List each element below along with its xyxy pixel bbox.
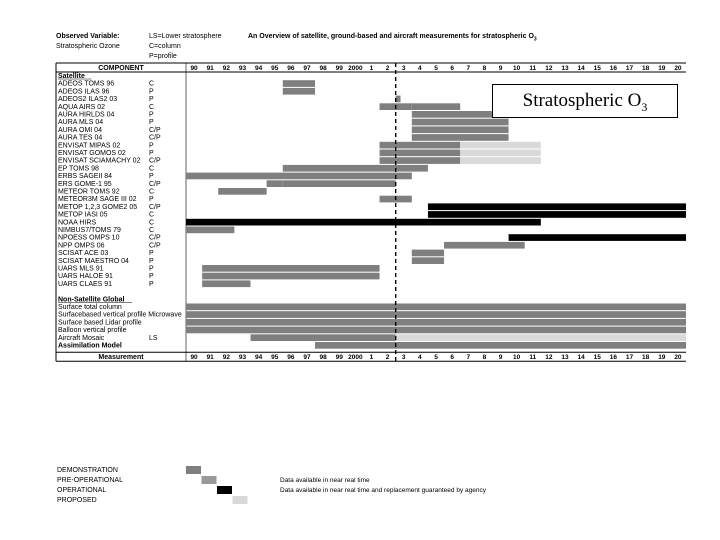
year-label-top: 1 xyxy=(369,65,374,72)
year-label-bottom: 20 xyxy=(674,354,682,362)
component-label: UARS CLAES 91 xyxy=(58,280,113,288)
legend-label: OPERATIONAL xyxy=(57,487,107,494)
type-code: P xyxy=(149,150,154,157)
bar-demonstration xyxy=(251,334,396,341)
bar-demonstration xyxy=(412,103,460,110)
component-label: ENVISAT MIPAS 02 xyxy=(58,142,121,150)
year-label-top: 9 xyxy=(498,65,503,72)
bar-demonstration xyxy=(315,342,686,349)
annotation-subscript: 3 xyxy=(641,99,648,114)
type-code: P xyxy=(149,119,154,127)
year-label-top: 5 xyxy=(434,65,438,72)
year-label-bottom: 99 xyxy=(335,354,343,362)
year-label-top: 10 xyxy=(513,65,521,72)
legend-swatch xyxy=(186,466,201,474)
component-label: NPOESS OMPS 10 xyxy=(58,234,120,242)
year-label-top: 2000 xyxy=(348,65,363,72)
type-code: P xyxy=(149,196,154,204)
year-label-bottom: 95 xyxy=(271,354,279,362)
component-label: AURA HIRLDS 04 xyxy=(58,111,115,119)
year-label-bottom: 15 xyxy=(593,354,601,362)
year-label-top: 13 xyxy=(561,65,569,72)
component-label: AURA OMI 04 xyxy=(58,126,102,134)
component-label: METEOR TOMS 92 xyxy=(58,188,120,196)
type-code: C xyxy=(149,80,155,88)
year-label-bottom: 12 xyxy=(545,354,553,362)
bar-demonstration xyxy=(380,150,461,157)
component-label: ERBS SAGEII 84 xyxy=(58,173,113,181)
component-label: METOP IASI 05 xyxy=(58,211,108,219)
year-label-top: 93 xyxy=(238,65,247,72)
year-label-top: 3 xyxy=(401,65,406,72)
year-label-bottom: 6 xyxy=(450,354,454,362)
type-code: P xyxy=(149,273,154,281)
component-label: NOAA HIRS xyxy=(58,219,97,227)
observed-variable-label: Observed Variable: xyxy=(56,33,120,40)
bar-demonstration xyxy=(202,280,250,287)
component-label: SCISAT ACE 03 xyxy=(58,250,109,258)
legend-label: PROPOSED xyxy=(57,497,97,504)
legend-note: Data available in near real time and replacement guaranteed by agency xyxy=(280,487,486,494)
bar-operational xyxy=(186,219,541,226)
bar-demonstration xyxy=(186,311,686,318)
bar-demonstration xyxy=(283,180,396,187)
year-label-top: 2 xyxy=(385,65,390,72)
year-label-top: 12 xyxy=(545,65,553,72)
year-label-bottom: 18 xyxy=(642,354,650,362)
bar-operational xyxy=(428,211,686,218)
component-label: NIMBUS7/TOMS 79 xyxy=(58,227,121,234)
type-code: P xyxy=(149,250,154,258)
stratospheric-o3-annotation xyxy=(492,84,678,118)
year-label-bottom: 1 xyxy=(369,354,374,362)
type-code: C xyxy=(149,188,155,196)
bar-demonstration xyxy=(267,180,283,187)
year-label-top: 98 xyxy=(319,65,327,72)
bar-demonstration xyxy=(412,134,509,141)
type-code: C/P xyxy=(149,180,161,188)
component-label: AURA MLS 04 xyxy=(58,119,104,127)
legend-note: Data available in near real time xyxy=(280,477,370,484)
component-label: Aircraft Mosaic xyxy=(58,334,105,342)
bar-demonstration xyxy=(444,242,525,249)
type-code: P xyxy=(149,111,154,119)
type-code: C/P xyxy=(149,242,161,250)
type-code: P xyxy=(149,173,154,181)
year-label-top: 14 xyxy=(577,65,585,72)
type-code: P xyxy=(149,88,154,96)
year-label-bottom: 17 xyxy=(625,354,634,362)
bar-proposed xyxy=(460,142,541,149)
component-label: UARS HALOE 91 xyxy=(58,273,113,281)
bar-proposed xyxy=(460,157,541,164)
year-label-bottom: 3 xyxy=(401,354,406,362)
component-label: Surface based Lidar profile xyxy=(58,319,142,327)
bar-demonstration xyxy=(202,265,379,272)
type-code: C xyxy=(149,211,155,219)
component-label: ENVISAT GOMOS 02 xyxy=(58,150,126,157)
year-label-top: 91 xyxy=(206,65,214,72)
bar-demonstration xyxy=(186,227,234,234)
type-code: LS xyxy=(149,334,158,342)
year-label-bottom: 2000 xyxy=(348,354,363,362)
year-label-bottom: 92 xyxy=(222,354,230,362)
year-label-top: 18 xyxy=(642,65,650,72)
chart-title-subscript: 3 xyxy=(533,36,537,43)
year-label-bottom: 9 xyxy=(498,354,503,362)
component-label: UARS MLS 91 xyxy=(58,265,104,273)
year-label-top: 6 xyxy=(450,65,454,72)
component-label: METEOR3M SAGE III 02 xyxy=(58,196,137,204)
type-code: P xyxy=(149,142,154,150)
year-label-bottom: 16 xyxy=(609,354,618,362)
year-label-top: 97 xyxy=(303,65,311,72)
component-label: ADEOS ILAS 96 xyxy=(58,88,110,96)
year-label-bottom: 10 xyxy=(513,354,521,362)
legend-swatch xyxy=(202,476,217,484)
type-code: C/P xyxy=(149,234,161,242)
bar-demonstration xyxy=(412,119,509,126)
legend-swatch xyxy=(217,486,232,494)
bar-demonstration xyxy=(380,142,461,149)
component-label: ENVISAT SCIAMACHY 02 xyxy=(58,157,141,165)
year-label-top: 99 xyxy=(335,65,343,72)
year-label-top: 20 xyxy=(674,65,682,72)
component-label: AQUA AIRS 02 xyxy=(58,103,106,111)
type-code: C xyxy=(149,103,155,111)
bar-proposed xyxy=(396,334,686,341)
component-label: ADEOS TOMS 96 xyxy=(58,80,115,88)
type-code: C/P xyxy=(149,157,161,165)
measurement-label: Measurement xyxy=(98,354,144,362)
section-label: Non-Satellite Global xyxy=(58,296,125,304)
year-label-top: 7 xyxy=(466,65,471,72)
c-legend: C=column xyxy=(149,43,181,50)
year-label-top: 4 xyxy=(418,65,422,72)
component-label: EP TOMS 98 xyxy=(58,165,99,173)
year-label-top: 96 xyxy=(287,65,295,72)
component-label: NPP OMPS 06 xyxy=(58,242,105,250)
year-label-top: 94 xyxy=(254,65,263,72)
year-label-top: 16 xyxy=(609,65,618,72)
year-label-bottom: 91 xyxy=(206,354,214,362)
component-label: Assimilation Model xyxy=(58,342,122,350)
year-label-bottom: 2 xyxy=(385,354,390,362)
legend-label: PRE-OPERATIONAL xyxy=(57,477,123,484)
year-label-bottom: 11 xyxy=(529,354,537,362)
bar-demonstration xyxy=(283,88,315,95)
bar-demonstration xyxy=(380,157,461,164)
bar-demonstration xyxy=(412,250,444,257)
year-label-top: 90 xyxy=(190,65,198,72)
bar-proposed xyxy=(460,150,541,157)
component-label: ADEOS2 ILAS2 03 xyxy=(58,96,118,104)
stratospheric-ozone-label: Stratospheric Ozone xyxy=(56,43,120,50)
type-code: C xyxy=(149,165,155,173)
bar-demonstration xyxy=(396,96,401,103)
bar-demonstration xyxy=(412,126,509,133)
year-label-top: 8 xyxy=(482,65,487,72)
year-label-bottom: 97 xyxy=(303,354,311,362)
year-label-top: 15 xyxy=(593,65,601,72)
bar-operational xyxy=(509,234,686,241)
p-legend: P=profile xyxy=(149,53,177,60)
type-code: P xyxy=(149,280,154,288)
year-label-top: 92 xyxy=(222,65,230,72)
bar-demonstration xyxy=(283,165,428,172)
year-label-bottom: 5 xyxy=(434,354,438,362)
year-label-bottom: 19 xyxy=(658,354,666,362)
year-label-bottom: 96 xyxy=(287,354,295,362)
type-code: P xyxy=(149,96,154,104)
bar-demonstration xyxy=(186,173,412,180)
chart-title-text: An Overview of satellite, ground-based and aircraft measurements for stratospheric O xyxy=(248,33,534,40)
year-label-bottom: 14 xyxy=(577,354,585,362)
bar-demonstration xyxy=(186,304,686,311)
legend-swatch xyxy=(233,496,248,504)
year-label-bottom: 13 xyxy=(561,354,569,362)
component-label: ERS GOME-1 95 xyxy=(58,180,112,188)
legend-label: DEMONSTRATION xyxy=(57,467,118,474)
bar-demonstration xyxy=(412,257,444,264)
year-label-bottom: 8 xyxy=(482,354,487,362)
type-code: P xyxy=(149,265,154,273)
annotation-text: Stratospheric O xyxy=(522,90,642,111)
year-label-top: 95 xyxy=(271,65,279,72)
bar-demonstration xyxy=(218,188,266,195)
component-label: AURA TES 04 xyxy=(58,134,103,142)
bar-demonstration xyxy=(186,319,686,326)
component-label: Surface total column xyxy=(58,304,122,311)
type-code: C xyxy=(149,219,155,227)
year-label-bottom: 90 xyxy=(190,354,198,362)
bar-demonstration xyxy=(283,80,315,87)
year-label-bottom: 7 xyxy=(466,354,471,362)
type-code: C xyxy=(149,227,155,234)
component-label: SCISAT MAESTRO 04 xyxy=(58,257,129,265)
year-label-bottom: 94 xyxy=(254,354,263,362)
component-label: Balloon vertical profile xyxy=(58,327,127,335)
year-label-top: 17 xyxy=(625,65,634,72)
bar-demonstration xyxy=(186,327,686,334)
bar-operational xyxy=(428,203,686,210)
type-code: C/P xyxy=(149,126,161,134)
section-label: Satellite xyxy=(58,73,85,80)
component-label: Surfacebased vertical profile Microwave xyxy=(58,311,182,319)
component-header: COMPONENT xyxy=(98,65,144,72)
year-label-bottom: 4 xyxy=(418,354,422,362)
type-code: C/P xyxy=(149,134,161,142)
type-code: P xyxy=(149,257,154,265)
year-label-top: 11 xyxy=(529,65,537,72)
ls-legend: LS=Lower stratosphere xyxy=(149,33,222,40)
year-label-bottom: 98 xyxy=(319,354,327,362)
bar-demonstration xyxy=(202,273,379,280)
type-code: C/P xyxy=(149,203,161,211)
year-label-bottom: 93 xyxy=(238,354,247,362)
year-label-top: 19 xyxy=(658,65,666,72)
component-label: METOP 1,2,3 GOME2 05 xyxy=(58,203,138,211)
